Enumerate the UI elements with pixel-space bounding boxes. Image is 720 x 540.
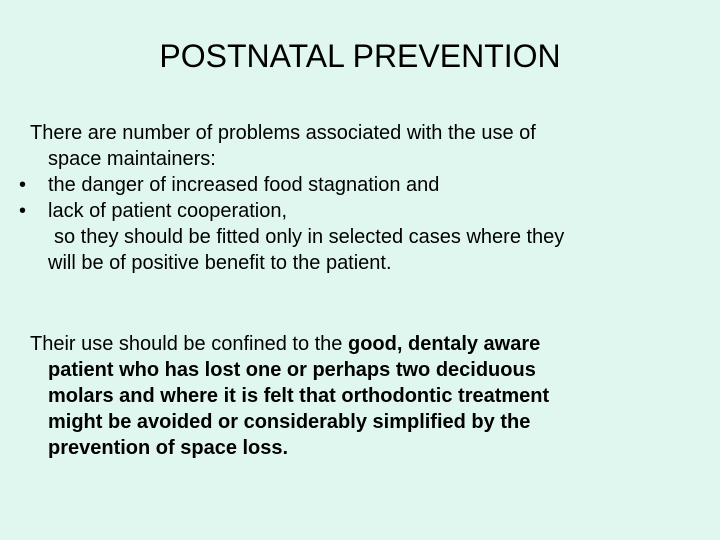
intro-line-1: There are number of problems associated with the use of [30, 122, 536, 144]
usage-line-1 [30, 331, 690, 357]
usage-bold-start: good, dentaly aware [348, 333, 541, 355]
slide-title: POSTNATAL PREVENTION [159, 38, 561, 74]
bullet-item [19, 172, 680, 198]
usage-bold-line: patient who has lost one or perhaps two deciduous [48, 359, 536, 381]
usage-bold-line: prevention of space loss. [48, 437, 289, 459]
problems-paragraph [19, 120, 680, 276]
bullet-text: lack of patient cooperation, [48, 200, 288, 222]
usage-bold-line: might be avoided or considerably simplified by the [48, 411, 531, 433]
usage-paragraph [30, 331, 690, 461]
usage-plain-text: Their use should be confined to the [30, 333, 348, 355]
intro-line-2: space maintainers: [48, 148, 216, 170]
conclusion-line-2: will be of positive benefit to the patient. [48, 252, 392, 274]
bullet-icon: • [19, 200, 27, 222]
usage-bold-line: molars and where it is felt that orthodontic treatment [48, 385, 550, 407]
bullet-item [19, 198, 680, 224]
bullet-text: the danger of increased food stagnation and [48, 174, 440, 196]
conclusion-line-1: so they should be fitted only in selected cases where they [54, 226, 565, 248]
bullet-icon: • [19, 174, 27, 196]
